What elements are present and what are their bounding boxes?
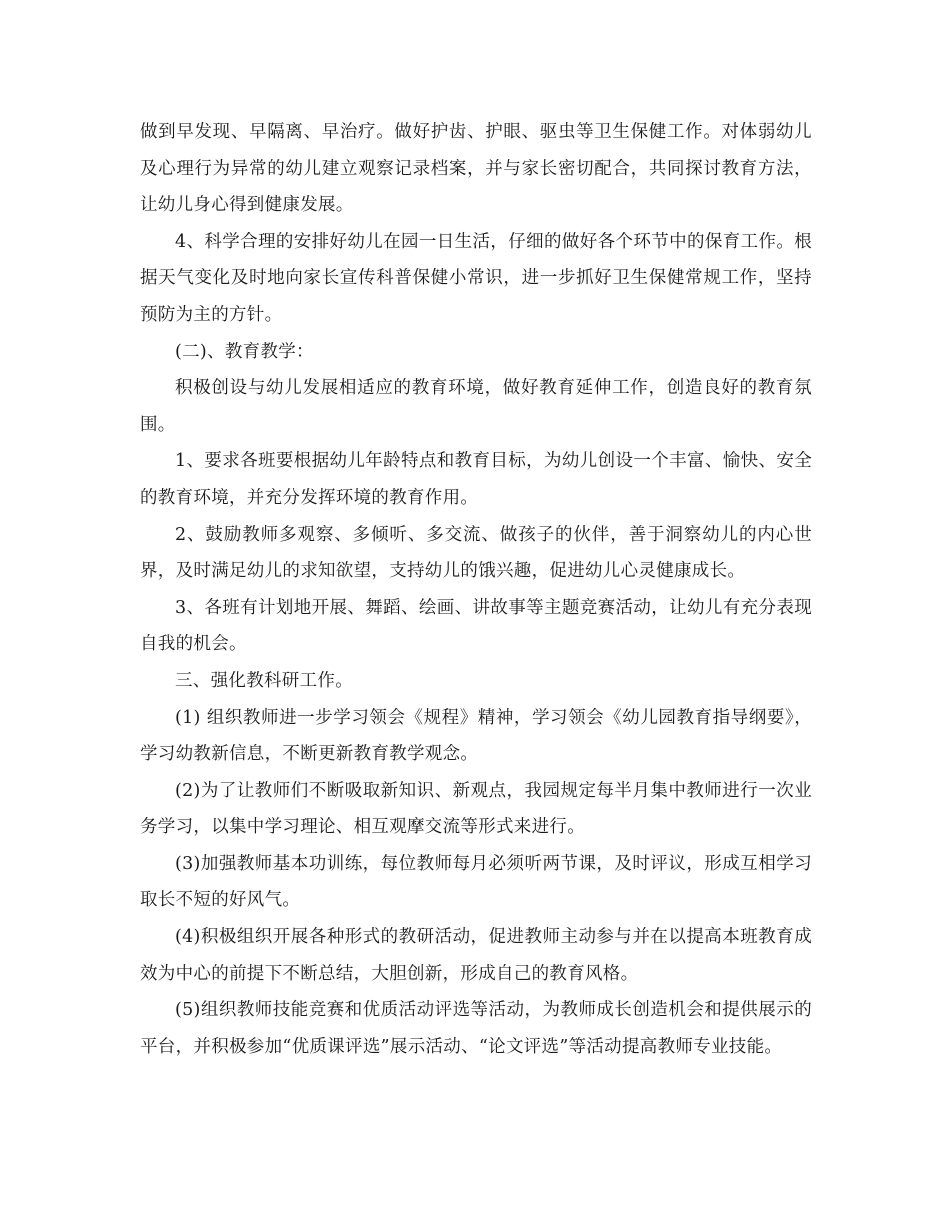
paragraph-research-item-5: (5)组织教师技能竞赛和优质活动评选等活动，为教师成长创造机会和提供展示的平台，并积极参加“优质课评选”展示活动、“论文评选”等活动提高教师专业技能。 <box>140 1000 812 1057</box>
paragraph-item-4-daily-life: 4、科学合理的安排好幼儿在园一日生活，仔细的做好各个环节中的保育工作。根据天气变化及时地向家长宣传科普保健小常识，进一步抓好卫生保健常规工作，坚持预防为主的方针。 <box>140 231 812 325</box>
paragraph-research-item-2: (2)为了让教师们不断吸取新知识、新观点，我园规定每半月集中教师进行一次业务学习，以集中学习理论、相互观摩交流等形式来进行。 <box>140 780 812 838</box>
paragraph-health-care-continued: 做到早发现、早隔离、早治疗。做好护齿、护眼、驱虫等卫生保健工作。对体弱幼儿及心理行为异常的幼儿建立观察记录档案，并与家长密切配合，共同探讨教育方法，让幼儿身心得到健康发展。 <box>140 122 812 216</box>
section-heading-teaching-research: 三、强化教科研工作。 <box>175 670 353 691</box>
paragraph-education-environment: 积极创设与幼儿发展相适应的教育环境，做好教育延伸工作，创造良好的教育氛围。 <box>140 378 812 435</box>
paragraph-item-1-classes: 1、要求各班要根据幼儿年龄特点和教育目标，为幼儿创设一个丰富、愉快、安全的教育环境，并充分发挥环境的教育作用。 <box>140 451 812 508</box>
paragraph-item-2-teachers: 2、鼓励教师多观察、多倾听、多交流、做孩子的伙伴，善于洞察幼儿的内心世界，及时满足幼儿的求知欲望，支持幼儿的饿兴趣，促进幼儿心灵健康成长。 <box>140 524 812 582</box>
document-body <box>140 114 812 1065</box>
paragraph-item-3-competitions: 3、各班有计划地开展、舞蹈、绘画、讲故事等主题竞赛活动，让幼儿有充分表现自我的机会。 <box>140 597 812 655</box>
paragraph-research-item-3: (3)加强教师基本功训练，每位教师每月必须听两节课，及时评议，形成互相学习取长不短的好风气。 <box>140 853 812 911</box>
paragraph-research-item-1: (1) 组织教师进一步学习领会《规程》精神，学习领会《幼儿园教育指导纲要》，学习幼教新信息，不断更新教育教学观念。 <box>140 707 812 765</box>
section-heading-education-teaching: (二)、教育教学： <box>175 341 314 362</box>
paragraph-research-item-4: (4)积极组织开展各种形式的教研活动，促进教师主动参与并在以提高本班教育成效为中心的前提下不断总结，大胆创新，形成自己的教育风格。 <box>140 927 812 984</box>
